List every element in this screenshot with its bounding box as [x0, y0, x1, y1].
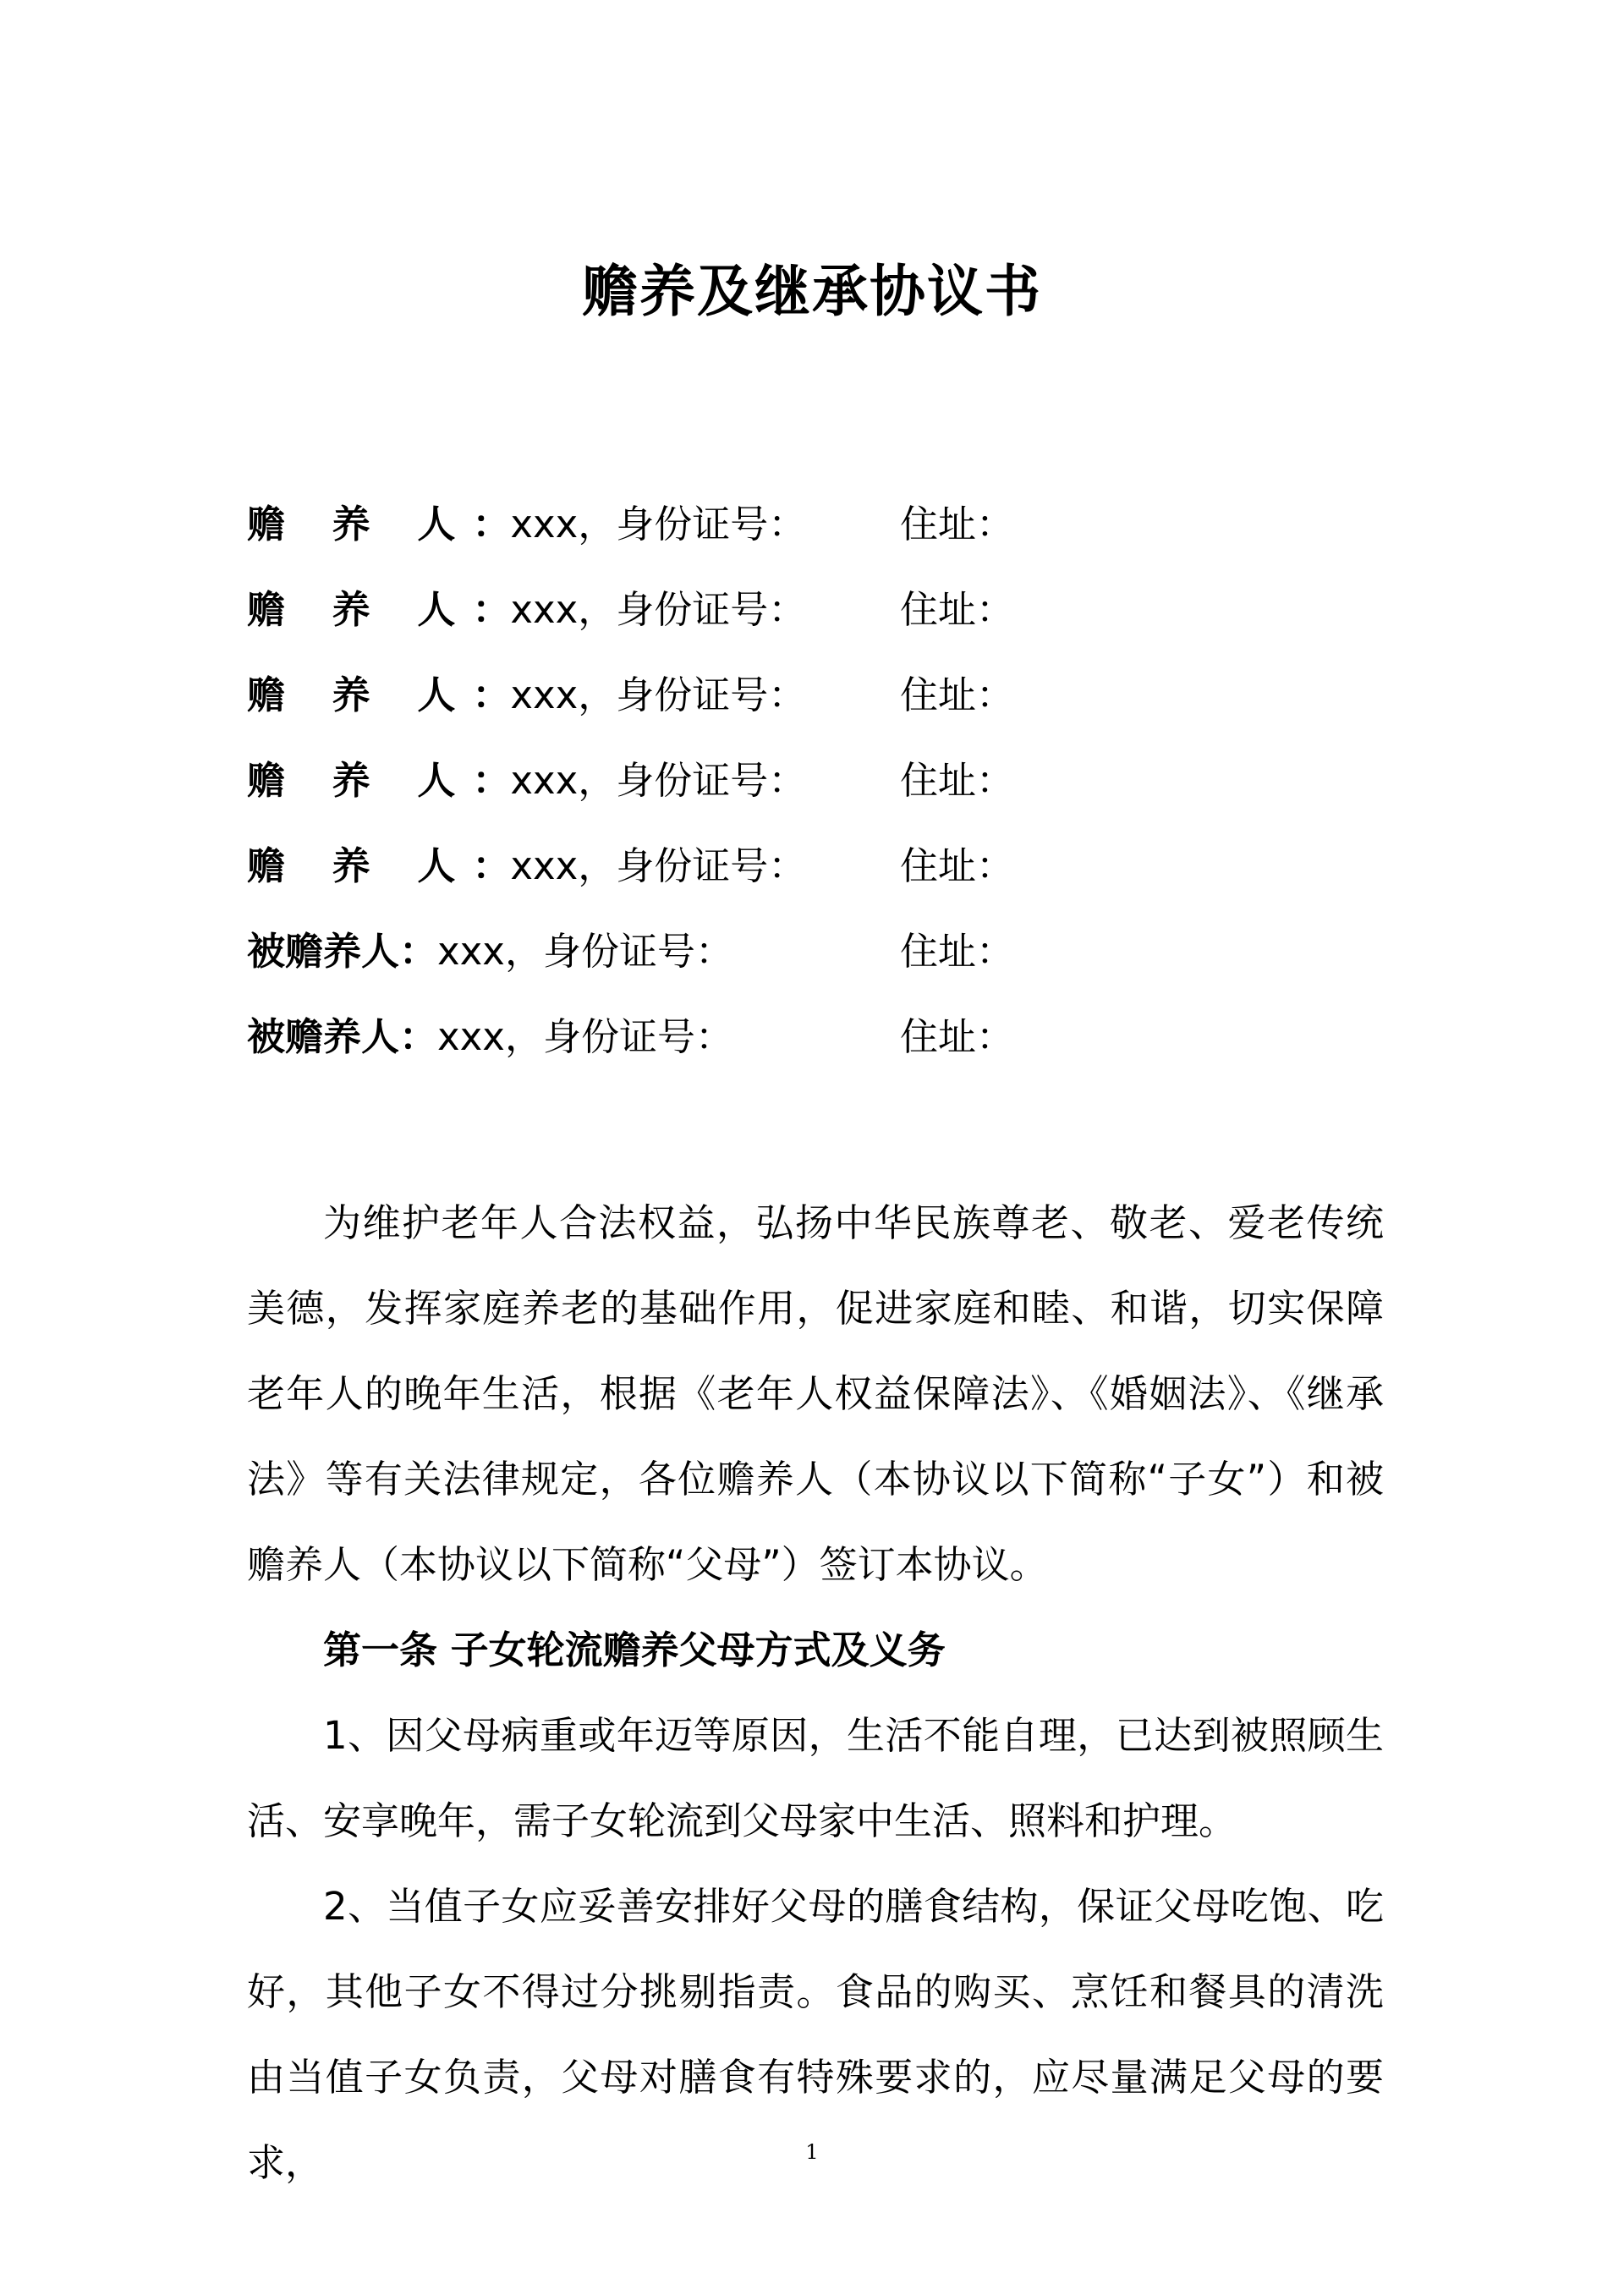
- party-row-6: [247, 926, 1431, 1012]
- party-row-2: [247, 585, 1431, 670]
- party-address-label: 住址：: [900, 587, 1015, 632]
- party-address-label: 住址：: [900, 1014, 1015, 1059]
- party-row-7: [247, 1012, 1431, 1097]
- article-1-item-2: 2、当值子女应妥善安排好父母的膳食结构，保证父母吃饱、吃好，其他子女不得过分挑剔指责。食品的购买、烹饪和餐具的清洗由当值子女负责，父母对膳食有特殊要求的，应尽量满足父母的要求，: [247, 1884, 1384, 2185]
- party-row-1: [247, 499, 1431, 585]
- agreement-body: [247, 1180, 1384, 2205]
- party-id-label: ，身份证号：: [578, 587, 807, 632]
- party-name-value: xxx: [510, 587, 579, 632]
- party-row-5: [247, 841, 1431, 926]
- party-address-label: 住址：: [900, 929, 1015, 974]
- party-name-value: xxx: [510, 758, 579, 803]
- party-id-label: ，身份证号：: [504, 929, 733, 974]
- party-id-label: ，身份证号：: [578, 673, 807, 717]
- party-address-label: 住址：: [900, 758, 1015, 803]
- party-label: 赡 养 人：: [247, 843, 511, 888]
- party-address-label: 住址：: [900, 502, 1015, 546]
- party-list: [247, 499, 1431, 1097]
- party-name-value: xxx: [510, 673, 579, 717]
- party-row-3: [247, 670, 1431, 755]
- party-id-label: ，身份证号：: [504, 1014, 733, 1059]
- party-label: 被赡养人：: [247, 929, 438, 974]
- party-label: 被赡养人：: [247, 1014, 438, 1059]
- page-number: 1: [805, 2140, 819, 2164]
- intro-paragraph: 为维护老年人合法权益，弘扬中华民族尊老、敬老、爱老传统美德，发挥家庭养老的基础作用，促进家庭和睦、和谐，切实保障老年人的晚年生活，根据《老年人权益保障法》、《婚姻法》、《继承法》等有关法律规定，各位赡养人（本协议以下简称“子女”）和被赡养人（本协议以下简称“父母”）签订本协议。: [247, 1200, 1384, 1587]
- party-row-4: [247, 755, 1431, 841]
- party-name-value: xxx: [510, 843, 579, 888]
- party-address-label: 住址：: [900, 843, 1015, 888]
- party-label: 赡 养 人：: [247, 758, 511, 803]
- article-1-item-1: 1、因父母病重或年迈等原因，生活不能自理，已达到被照顾生活、安享晚年，需子女轮流到父母家中生活、照料和护理。: [247, 1713, 1384, 1843]
- party-label: 赡 养 人：: [247, 502, 511, 546]
- party-name-value: xxx: [437, 929, 505, 974]
- party-label: 赡 养 人：: [247, 673, 511, 717]
- party-name-value: xxx: [437, 1014, 505, 1059]
- party-address-label: 住址：: [900, 673, 1015, 717]
- article-1-heading: 第一条 子女轮流赡养父母方式及义务: [323, 1628, 946, 1672]
- party-id-label: ，身份证号：: [578, 758, 807, 803]
- party-id-label: ，身份证号：: [578, 502, 807, 546]
- party-label: 赡 养 人：: [247, 587, 511, 632]
- party-id-label: ，身份证号：: [578, 843, 807, 888]
- party-name-value: xxx: [510, 502, 579, 546]
- document-title: 赡养及继承协议书: [582, 259, 1042, 324]
